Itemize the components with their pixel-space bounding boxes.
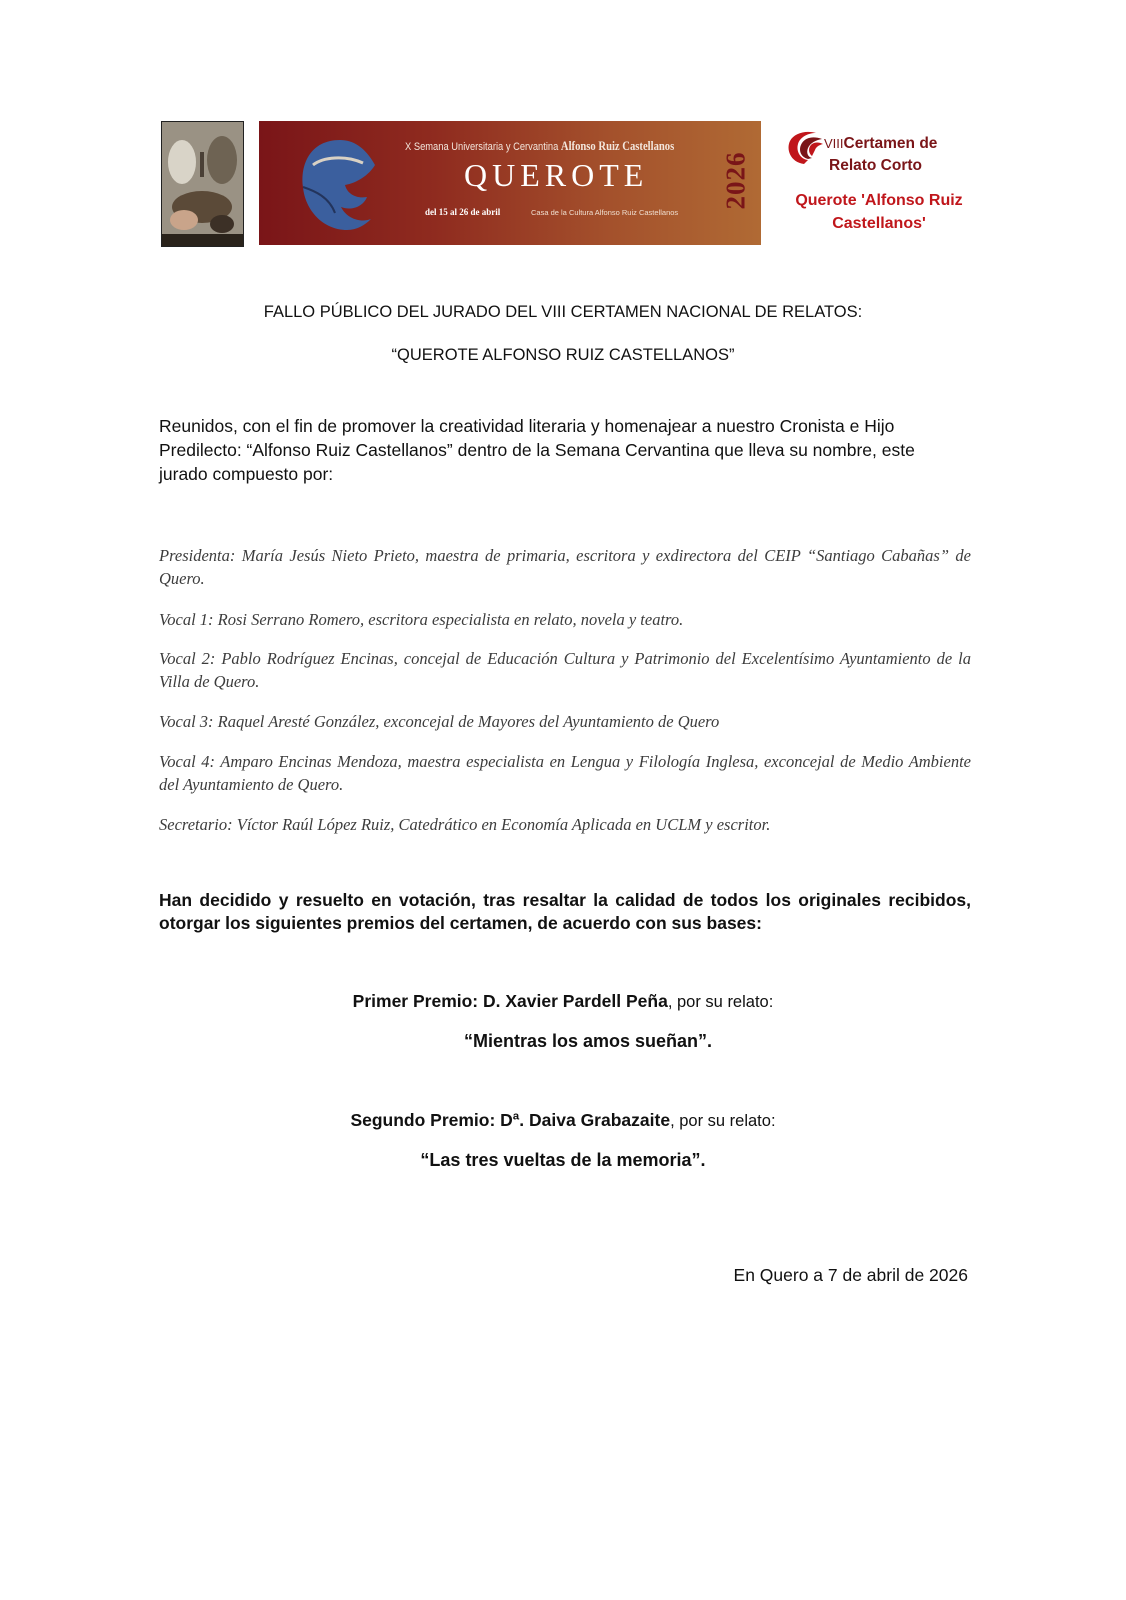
jury-member-vocal-3: Vocal 3: Raquel Aresté González, exconcejal de Mayores del Ayuntamiento de Quero <box>159 712 720 731</box>
second-prize-line: Segundo Premio: Dª. Daiva Grabazaite, por su relato: <box>350 1110 776 1130</box>
banner-venue: Casa de la Cultura Alfonso Ruiz Castellanos <box>531 208 679 217</box>
closing-date-line: En Quero a 7 de abril de 2026 <box>733 1265 968 1285</box>
decision-paragraph: Han decidido y resuelto en votación, tras resaltar la calidad de todos los originales recibidos, otorgar los siguientes premios del certamen, de acuerdo con sus bases: <box>159 890 971 933</box>
banner-year: 2026 <box>720 151 751 210</box>
certamen-swirl-logo-icon <box>784 129 826 167</box>
jury-member-secretario: Secretario: Víctor Raúl López Ruiz, Catedrático en Economía Aplicada en UCLM y escritor. <box>159 815 771 834</box>
first-prize-line: Primer Premio: D. Xavier Pardell Peña, por su relato: <box>352 991 774 1011</box>
banner-title: QUEROTE <box>464 157 649 193</box>
photo-illustration <box>162 122 243 246</box>
festival-banner <box>259 121 761 245</box>
first-prize-story-title: “Mientras los amos sueñan”. <box>463 1031 713 1051</box>
second-prize-story-title: “Las tres vueltas de la memoria”. <box>420 1150 706 1170</box>
header-photo-animals <box>161 121 244 247</box>
document-title-line-2: “QUEROTE ALFONSO RUIZ CASTELLANOS” <box>391 346 735 364</box>
certamen-line-2: Relato Corto <box>829 157 922 174</box>
jury-member-vocal-4: Vocal 4: Amparo Encinas Mendoza, maestra especialista en Lengua y Filología Inglesa, exconcejal de Medio Ambiente del Ayuntamiento de Quero. <box>159 752 971 794</box>
jury-member-vocal-2: Vocal 2: Pablo Rodríguez Encinas, concejal de Educación Cultura y Patrimonio del Excelentísimo Ayuntamiento de la Villa de Quero. <box>159 649 971 691</box>
certamen-subtitle: Querote 'Alfonso Ruiz Castellanos' <box>795 192 963 232</box>
banner-dates: del 15 al 26 de abril <box>425 207 501 217</box>
intro-paragraph: Reunidos, con el fin de promover la creatividad literaria y homenajear a nuestro Cronista e Hijo Predilecto: “Alfonso Ruiz Castellanos” dentro de la Semana Cervantina que lleva su nombre, este jurado compuesto por: <box>159 416 915 484</box>
certamen-line-1: VIIICertamen de <box>824 135 938 152</box>
globe-emblem-icon <box>295 135 385 235</box>
document-title-line-1: FALLO PÚBLICO DEL JURADO DEL VIII CERTAMEN NACIONAL DE RELATOS: <box>263 303 863 321</box>
jury-member-presidenta: Presidenta: María Jesús Nieto Prieto, maestra de primaria, escritora y exdirectora del CEIP “Santiago Cabañas” de Quero. <box>159 546 971 588</box>
jury-member-vocal-1: Vocal 1: Rosi Serrano Romero, escritora especialista en relato, novela y teatro. <box>159 610 684 629</box>
certamen-logo-block <box>780 125 980 240</box>
banner-event-line: X Semana Universitaria y Cervantina Alfonso Ruiz Castellanos <box>405 139 675 153</box>
